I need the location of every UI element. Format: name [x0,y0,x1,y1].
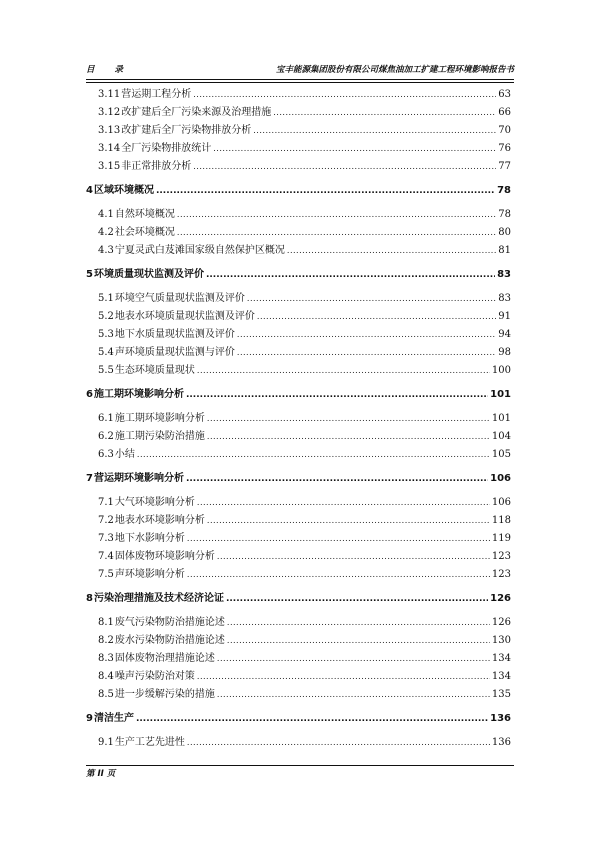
toc-entry-number: 5.2 [98,311,114,322]
toc-entry-title: 区域环境概况 [93,185,154,196]
toc-entry-page-number: 134 [491,671,511,682]
toc-entry-number: 6.1 [98,413,114,424]
toc-section-entry[interactable] [98,292,511,306]
toc-entry-title: 固体废物治理措施论述 [114,653,215,664]
toc-entry-title: 大气环境影响分析 [114,497,195,508]
toc-entry-number: 8.1 [98,617,114,628]
toc-leader-dots [177,208,496,222]
toc-entry-page-number: 100 [491,365,511,376]
toc-section-entry[interactable] [98,514,511,528]
toc-entry-number: 5.1 [98,293,114,304]
toc-chapter-entry[interactable] [86,388,511,402]
toc-entry-page-number: 123 [491,569,511,580]
toc-entry-number: 8.3 [98,653,114,664]
toc-entry-page-number: 118 [491,515,511,526]
toc-leader-dots [193,160,496,174]
toc-entry-number: 5 [86,269,93,280]
header-rule-thin [86,82,514,83]
toc-section-entry[interactable] [98,550,511,564]
toc-entry-title: 声环境质量现状监测与评价 [114,347,235,358]
header-rule [86,79,514,80]
toc-leader-dots [186,388,488,402]
toc-entry-page-number: 105 [491,449,511,460]
toc-leader-dots [226,592,488,606]
toc-leader-dots [253,124,496,138]
footer-rule [86,765,514,766]
toc-entry-title: 施工期环境影响分析 [93,389,184,400]
toc-leader-dots [136,712,488,726]
toc-entry-number: 4.2 [98,227,114,238]
toc-entry-number: 3.15 [98,161,121,172]
toc-chapter-entry[interactable] [86,184,511,198]
toc-section-entry[interactable] [98,652,511,666]
toc-section-entry[interactable] [98,160,511,174]
toc-leader-dots [227,634,490,648]
toc-entry-number: 6 [86,389,93,400]
toc-leader-dots [156,184,495,198]
toc-leader-dots [187,532,490,546]
toc-entry-title: 声环境影响分析 [114,569,185,580]
toc-section-entry[interactable] [98,532,511,546]
toc-leader-dots [227,616,490,630]
toc-leader-dots [206,268,495,282]
toc-entry-page-number: 119 [491,533,511,544]
toc-entry-title: 施工期污染防治措施 [114,431,205,442]
toc-entry-title: 地表水环境质量现状监测及评价 [114,311,255,322]
toc-section-entry[interactable] [98,616,511,630]
toc-entry-title: 小结 [114,449,135,460]
toc-entry-number: 4 [86,185,93,196]
toc-leader-dots [193,88,496,102]
toc-entry-number: 5.4 [98,347,114,358]
toc-leader-dots [186,472,488,486]
toc-leader-dots [187,736,490,750]
toc-section-entry[interactable] [98,430,511,444]
toc-entry-page-number: 94 [498,329,511,340]
toc-section-entry[interactable] [98,448,511,462]
toc-section-entry[interactable] [98,346,511,360]
toc-chapter-entry[interactable] [86,268,511,282]
toc-entry-page-number: 104 [491,431,511,442]
toc-entry-page-number: 106 [490,473,511,484]
toc-entry-page-number: 83 [498,293,511,304]
toc-section-entry[interactable] [98,244,511,258]
toc-entry-number: 3.11 [98,89,121,100]
toc-entry-number: 4.1 [98,209,114,220]
footer-page-number: 第 II 页 [86,769,116,779]
toc-leader-dots [177,226,496,240]
toc-entry-title: 固体废物环境影响分析 [114,551,215,562]
toc-entry-page-number: 66 [498,107,511,118]
toc-leader-dots [237,346,496,360]
toc-section-entry[interactable] [98,496,511,510]
toc-leader-dots [187,568,490,582]
toc-entry-title: 施工期环境影响分析 [114,413,205,424]
toc-leader-dots [217,688,490,702]
toc-section-entry[interactable] [98,124,511,138]
toc-entry-page-number: 134 [491,653,511,664]
toc-entry-number: 7.1 [98,497,114,508]
toc-entry-page-number: 98 [498,347,511,358]
toc-entry-title: 营运期工程分析 [121,89,192,100]
toc-leader-dots [197,670,490,684]
toc-entry-page-number: 78 [498,209,511,220]
toc-section-entry[interactable] [98,226,511,240]
toc-entry-title: 环境质量现状监测及评价 [93,269,204,280]
toc-entry-page-number: 126 [490,593,511,604]
toc-entry-number: 5.5 [98,365,114,376]
toc-section-entry[interactable] [98,688,511,702]
header-document-title: 宝丰能源集团股份有限公司煤焦油加工扩建工程环境影响报告书 [275,65,514,75]
toc-entry-page-number: 78 [497,185,511,196]
toc-entry-title: 废气污染物防治措施论述 [114,617,225,628]
toc-entry-page-number: 80 [498,227,511,238]
toc-entry-page-number: 91 [498,311,511,322]
toc-entry-number: 7.2 [98,515,114,526]
toc-entry-title: 生产工艺先进性 [114,737,185,748]
toc-entry-title: 地表水环境影响分析 [114,515,205,526]
toc-entry-page-number: 130 [491,635,511,646]
toc-entry-number: 7.4 [98,551,114,562]
toc-entry-number: 3.14 [98,143,121,154]
toc-section-entry[interactable] [98,568,511,582]
toc-entry-number: 5.3 [98,329,114,340]
toc-section-entry[interactable] [98,208,511,222]
toc-entry-number: 6.2 [98,431,114,442]
toc-entry-number: 7 [86,473,93,484]
toc-leader-dots [207,514,490,528]
toc-leader-dots [257,310,496,324]
toc-entry-number: 7.3 [98,533,114,544]
toc-entry-page-number: 63 [498,89,511,100]
toc-entry-number: 8.2 [98,635,114,646]
toc-entry-number: 7.5 [98,569,114,580]
toc-entry-title: 废水污染物防治措施论述 [114,635,225,646]
toc-entry-page-number: 136 [491,737,511,748]
toc-section-entry[interactable] [98,670,511,684]
toc-entry-title: 改扩建后全厂污染来源及治理措施 [121,107,272,118]
toc-entry-page-number: 123 [491,551,511,562]
toc-entry-page-number: 101 [491,413,511,424]
toc-section-entry[interactable] [98,364,511,378]
toc-entry-title: 地下水质量现状监测及评价 [114,329,235,340]
toc-entry-page-number: 106 [491,497,511,508]
toc-chapter-entry[interactable] [86,472,511,486]
toc-entry-title: 自然环境概况 [114,209,175,220]
toc-leader-dots [213,142,496,156]
toc-section-entry[interactable] [98,634,511,648]
toc-leader-dots [207,412,490,426]
toc-entry-title: 噪声污染防治对策 [114,671,195,682]
toc-leader-dots [237,328,496,342]
toc-entry-title: 进一步缓解污染的措施 [114,689,215,700]
page-header [86,62,514,78]
toc-entry-title: 清洁生产 [93,713,134,724]
toc-entry-number: 3.12 [98,107,121,118]
toc-entry-page-number: 77 [498,161,511,172]
toc-section-entry[interactable] [98,106,511,120]
toc-entry-number: 6.3 [98,449,114,460]
toc-leader-dots [137,448,490,462]
toc-entry-page-number: 135 [491,689,511,700]
toc-entry-page-number: 76 [498,143,511,154]
header-section-label [86,62,125,78]
toc-entry-title: 污染治理措施及技术经济论证 [93,593,224,604]
header-char-1: 目 [86,65,97,75]
header-char-2: 录 [114,65,126,75]
toc-leader-dots [207,430,490,444]
toc-entry-page-number: 126 [491,617,511,628]
toc-section-entry[interactable] [98,412,511,426]
toc-entry-page-number: 136 [490,713,511,724]
toc-section-entry[interactable] [98,328,511,342]
toc-section-entry[interactable] [98,736,511,750]
toc-leader-dots [217,550,490,564]
toc-entry-title: 全厂污染物排放统计 [121,143,212,154]
toc-entry-number: 8.5 [98,689,114,700]
toc-chapter-entry[interactable] [86,592,511,606]
toc-entry-number: 3.13 [98,125,121,136]
toc-entry-title: 营运期环境影响分析 [93,473,184,484]
toc-entry-number: 9 [86,713,93,724]
toc-leader-dots [197,496,490,510]
toc-entry-number: 4.3 [98,245,114,256]
toc-entry-title: 环境空气质量现状监测及评价 [114,293,245,304]
toc-entry-number: 9.1 [98,737,114,748]
toc-entry-number: 8 [86,593,93,604]
toc-chapter-entry[interactable] [86,712,511,726]
toc-entry-page-number: 101 [490,389,511,400]
toc-section-entry[interactable] [98,142,511,156]
toc-leader-dots [197,364,490,378]
toc-entry-title: 宁夏灵武白芨滩国家级自然保护区概况 [114,245,285,256]
toc-leader-dots [217,652,490,666]
toc-section-entry[interactable] [98,310,511,324]
toc-leader-dots [247,292,496,306]
toc-entry-title: 生态环境质量现状 [114,365,195,376]
toc-entry-page-number: 70 [498,125,511,136]
toc-section-entry[interactable] [98,88,511,102]
toc-entry-page-number: 83 [497,269,511,280]
toc-entry-page-number: 81 [498,245,511,256]
toc-entry-title: 改扩建后全厂污染物排放分析 [121,125,252,136]
toc-leader-dots [273,106,496,120]
toc-entry-title: 社会环境概况 [114,227,175,238]
toc-entry-title: 非正常排放分析 [121,161,192,172]
toc-leader-dots [287,244,496,258]
toc-entry-number: 8.4 [98,671,114,682]
toc-entry-title: 地下水影响分析 [114,533,185,544]
